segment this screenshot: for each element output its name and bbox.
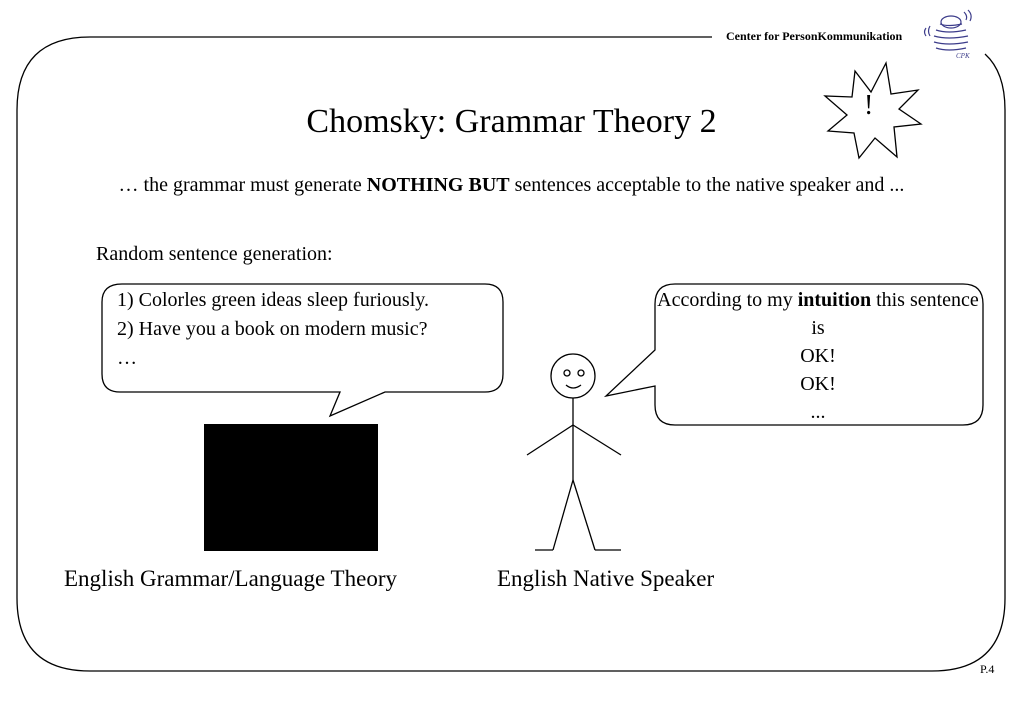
right-bubble-line: ... xyxy=(810,401,826,423)
right-bubble-before: According to my xyxy=(657,289,798,311)
cpk-logo-icon xyxy=(918,8,980,60)
right-bubble-intro xyxy=(656,286,980,342)
exclamation-mark: ! xyxy=(864,90,874,121)
intro-after: sentences acceptable to the native speaker and ... xyxy=(509,174,905,196)
left-bubble-line: 1) Colorles green ideas sleep furiously. xyxy=(117,289,429,311)
page-number: P.4 xyxy=(980,662,995,676)
org-name: Center for PersonKommunikation xyxy=(726,29,903,43)
grammar-black-box xyxy=(204,424,378,551)
intro-before: … the grammar must generate xyxy=(118,174,367,196)
stick-figure-icon xyxy=(527,354,621,550)
right-bubble-after: this sentence is xyxy=(811,289,979,339)
right-bubble-text xyxy=(656,286,980,426)
caption-native-speaker: English Native Speaker xyxy=(497,566,715,591)
intro-text xyxy=(0,174,1023,197)
left-bubble-text xyxy=(117,286,429,373)
left-bubble-line: 2) Have you a book on modern music? xyxy=(117,318,428,340)
page-title: Chomsky: Grammar Theory 2 xyxy=(306,103,717,140)
caption-grammar-theory: English Grammar/Language Theory xyxy=(64,566,397,591)
right-bubble-line: OK! xyxy=(800,345,836,367)
subheading: Random sentence generation: xyxy=(96,243,333,265)
right-bubble-emphasis: intuition xyxy=(797,289,872,311)
intro-emphasis: NOTHING BUT xyxy=(366,174,510,196)
right-bubble-line: OK! xyxy=(800,373,836,395)
left-bubble-line: … xyxy=(117,347,137,369)
logo-caption: CPK xyxy=(956,52,970,60)
